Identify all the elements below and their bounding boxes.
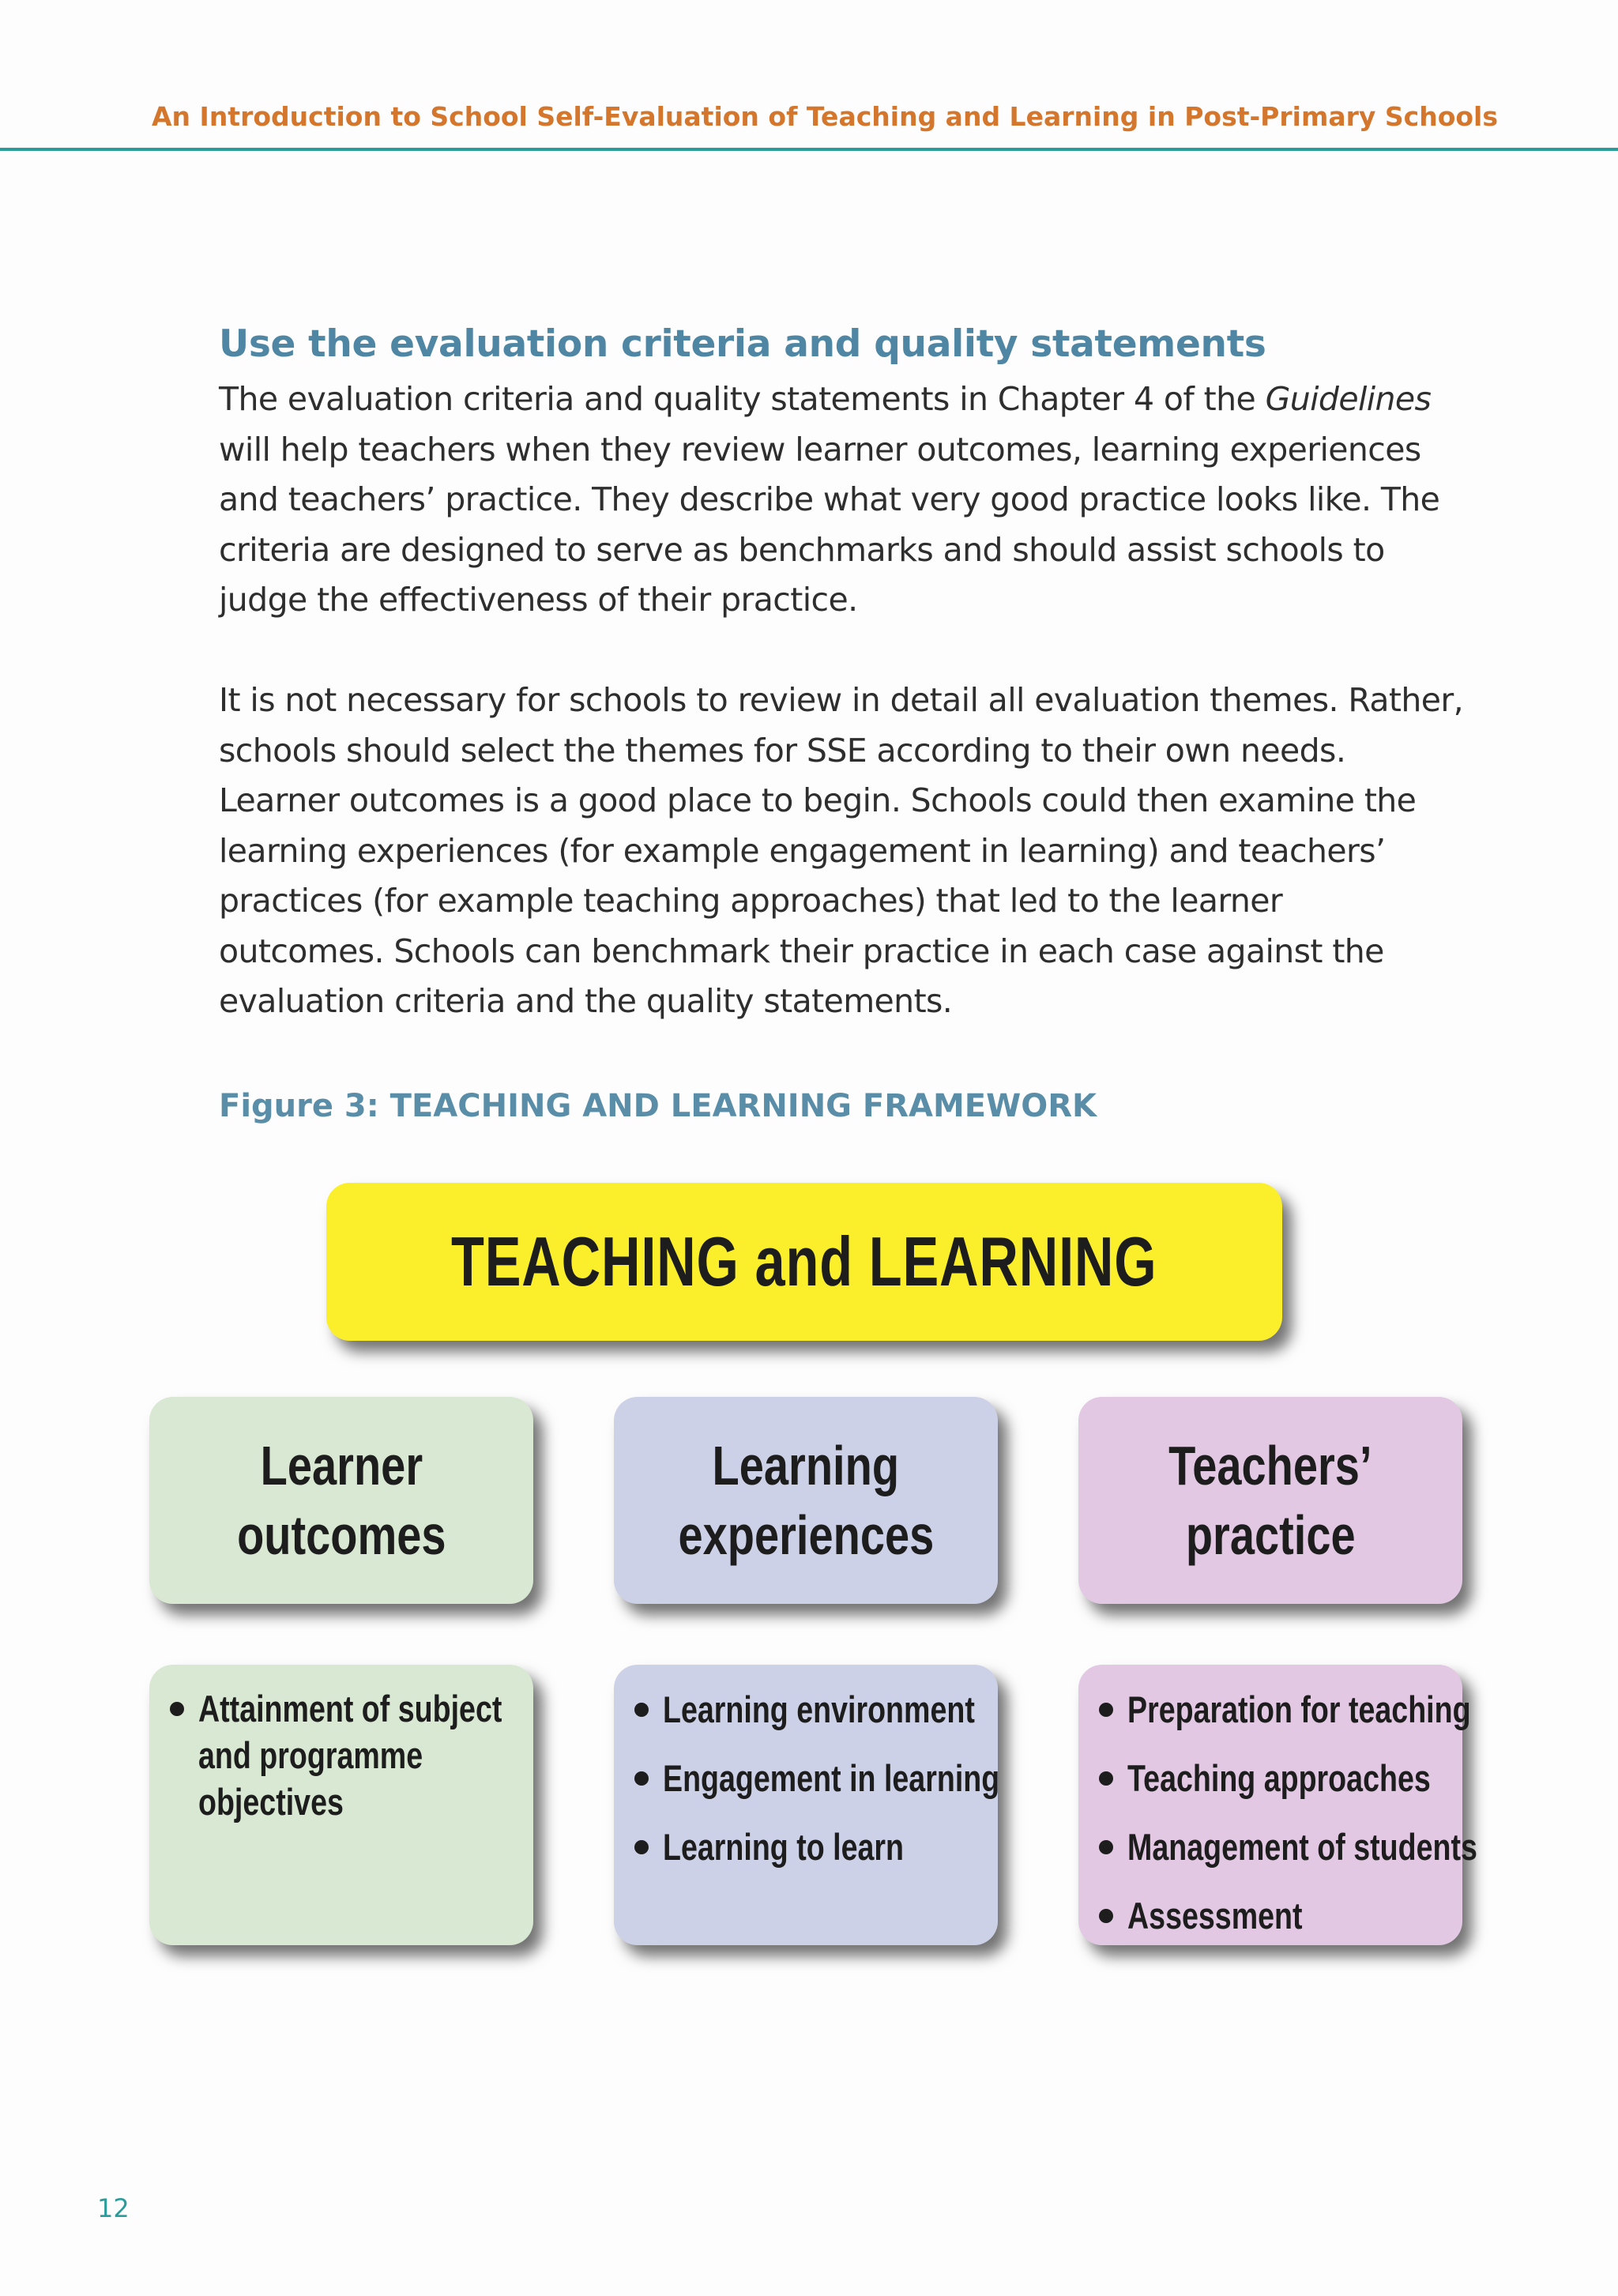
column-heading-line: Teachers’ [1168, 1435, 1372, 1496]
learner-outcomes-box [149, 1397, 533, 1604]
paragraph-line: Learner outcomes is a good place to begin. Schools could then examine the [219, 781, 1417, 819]
list-item: Assessment [1094, 1891, 1565, 1960]
learner-outcomes-list [165, 1685, 578, 1825]
paragraph-line: outcomes. Schools can benchmark their practice in each case against the [219, 932, 1384, 970]
column-heading-line: outcomes [236, 1504, 446, 1566]
framework-title: TEACHING and LEARNING [451, 1222, 1157, 1300]
section-heading: Use the evaluation criteria and quality statements [219, 322, 1266, 366]
list-item: Management of students [1094, 1823, 1565, 1891]
column-heading-line: experiences [678, 1504, 934, 1566]
list-item: Learning environment [630, 1685, 1084, 1754]
column-heading-line: Learning [712, 1435, 900, 1496]
list-item: Engagement in learning [630, 1754, 1084, 1823]
paragraph-themes [219, 676, 1464, 1027]
paragraph-line: practices (for example teaching approaches) that led to the learner [219, 882, 1283, 920]
teachers-practice-list-box [1078, 1665, 1477, 1945]
paragraph-criteria [219, 375, 1451, 626]
paragraph-line: It is not necessary for schools to review in detail all evaluation themes. Rather, [219, 681, 1464, 719]
column-heading-line: Learner [260, 1435, 423, 1496]
paragraph-line: The evaluation criteria and quality statements in Chapter 4 of the Guidelines [219, 380, 1432, 418]
running-header: An Introduction to School Self-Evaluation of Teaching and Learning in Post-Primary Schools [152, 101, 1498, 132]
paragraph-line: will help teachers when they review learner outcomes, learning experiences [219, 430, 1421, 469]
paragraph-line: learning experiences (for example engagement in learning) and teachers’ [219, 831, 1386, 870]
guidelines-emphasis: Guidelines [1265, 380, 1432, 418]
framework-title-box [326, 1183, 1282, 1341]
learning-experiences-list [630, 1685, 1084, 1891]
header-divider [0, 148, 1618, 151]
paragraph-line: criteria are designed to serve as benchmarks and should assist schools to [219, 530, 1385, 569]
list-item: Teaching approaches [1094, 1754, 1565, 1823]
figure-caption: Figure 3: TEACHING AND LEARNING FRAMEWORK [219, 1088, 1097, 1124]
learning-experiences-list-box [614, 1665, 998, 1945]
paragraph-line: judge the effectiveness of their practice. [219, 581, 858, 619]
list-item: Preparation for teaching [1094, 1685, 1565, 1754]
list-item: Learning to learn [630, 1823, 1084, 1891]
page-number: 12 [97, 2193, 130, 2223]
teachers-practice-box [1078, 1397, 1462, 1604]
column-heading-line: practice [1185, 1504, 1356, 1566]
teachers-practice-list [1094, 1685, 1565, 1960]
learner-outcomes-list-box [149, 1665, 533, 1945]
paragraph-line: schools should select the themes for SSE according to their own needs. [219, 731, 1346, 770]
list-item: Attainment of subject and programme objectives [165, 1685, 578, 1825]
learning-experiences-box [614, 1397, 998, 1604]
paragraph-line: evaluation criteria and the quality statements. [219, 982, 953, 1020]
paragraph-line: and teachers’ practice. They describe what very good practice looks like. The [219, 480, 1440, 518]
